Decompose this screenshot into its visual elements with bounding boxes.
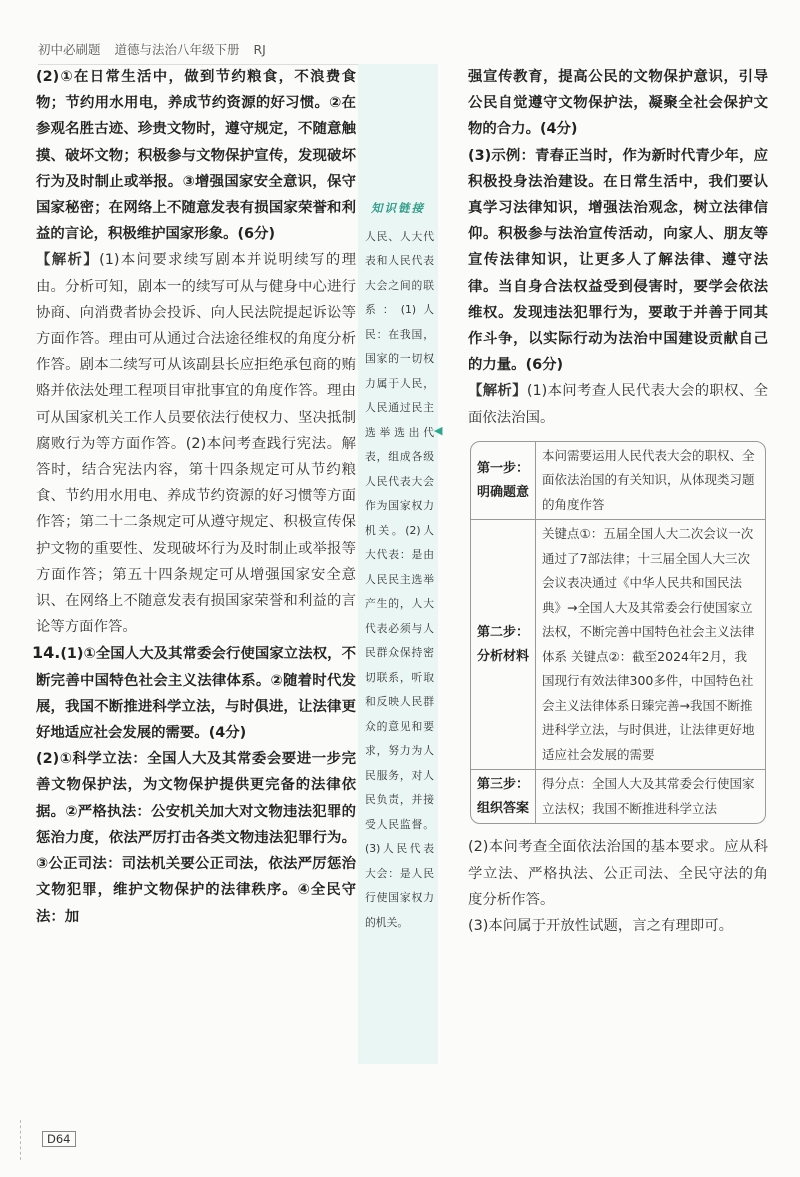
analysis-tag: 【解析】	[36, 252, 100, 269]
answer-14-2: (2)①科学立法：全国人大及其常委会要进一步完善文物保护法，为文物保护提供更完备的法律依据。②严格执法：公安机关加大对文物违法犯罪的惩治力度，依法严厉打击各类文物违法犯罪行为。③公正司法：司法机关要公正司法，依法严厉惩治文物犯罪，维护文物保护的法律秩序。④全民守法：加	[36, 751, 356, 925]
series-name: 初中必刷题	[38, 42, 101, 57]
knowledge-link-text: 人民、人大代表和人民代表大会之间的联系：(1)人民：在我国，国家的一切权力属于人民，人民通过民主选举选出代表，组成各级人民代表大会作为国家权力机关。(2)人大代表：是由人民民主选举产生的，人大代表必须与人民群众保持密切联系，听取和反映人民群众的意见和要求，努力为人民服务，对人民负责，并接受人民监督。(3)人民代表大会：是人民行使国家权力的机关。	[365, 229, 434, 929]
left-column	[32, 64, 356, 930]
analysis-tag: 【解析】	[468, 383, 527, 400]
analysis-text: (1)本问要求续写剧本并说明续写的理由。分析可知，剧本一的续写可从与健身中心进行协商、向消费者协会投诉、向人民法院提起诉讼等方面作答。理由可从通过合法途径维权的角度分析作答。剧本二续写可从该副县长应拒绝承包商的贿赂并依法处理工程项目审批事宜的角度作答。理由可从国家机关工作人员要依法行使权力、坚决抵制腐败行为等方面作答。(2)本问考查践行宪法。解答时，结合宪法内容，第十四条规定可从节约粮食、节约用水用电、养成节约资源的好习惯等方面作答；第二十二条规定可从遵守规定、积极宣传保护文物的重要性、发现破坏行为及时制止或举报等方面作答；第五十四条规定可从增强国家安全意识、在网络上不随意发表有损国家荣誉和利益的言论等方面作答。	[36, 252, 356, 636]
pointer-arrow-icon: ◀	[434, 424, 443, 437]
step-label: 第一步：明确题意	[471, 442, 536, 520]
table-row	[471, 770, 765, 823]
knowledge-link-title: 知识链接	[371, 201, 425, 215]
step-label: 第三步：组织答案	[471, 770, 536, 823]
analysis-14-2: (2)本问考查全面依法治国的基本要求。应从科学立法、严格执法、公正司法、全民守法的角度分析作答。	[468, 839, 768, 908]
answer-14-2-cont: 强宣传教育，提高公民的文物保护意识，引导公民自觉遵守文物保护法，凝聚全社会保护文物的合力。(4分)	[468, 69, 768, 138]
step-content: 关键点①：五届全国人大二次会议一次通过了7部法律；十三届全国人大三次会议表决通过《中华人民共和国民法典》→全国人大及其常委会行使国家立法权，不断完善中国特色社会主义法律体系 关键点②：截至2024年2月，我国现行有效法律300多件，中国特色社会主义法律体系日臻完善→我国不断推进科学立法，与时俱进，让法律更好地适应社会发展的需要	[542, 526, 755, 762]
analysis-text: (1)本问考查人民代表大会的职权、全面依法治国。	[468, 383, 768, 426]
page-number: D64	[42, 1131, 76, 1147]
step-content: 本问需要运用人民代表大会的职权、全面依法治国的有关知识，从体现类习题的角度作答	[542, 447, 755, 512]
step-label: 第二步：分析材料	[471, 520, 536, 769]
page-header	[38, 40, 368, 65]
analysis-14	[468, 378, 768, 430]
knowledge-link-sidebar	[358, 64, 443, 1064]
answer-14-1-text: (1)①全国人大及其常委会行使国家立法权，不断完善中国特色社会主义法律体系。②随着时代发展，我国不断推进科学立法，与时俱进，让法律更好地适应社会发展的需要。(4分)	[36, 646, 356, 742]
question-number: 14.	[32, 643, 61, 663]
edition-label: RJ	[253, 42, 266, 57]
answer-14-3: (3)示例：青春正当时，作为新时代青少年，应积极投身法治建设。在日常生活中，我们要认真学习法律知识，增强法治观念，树立法律信仰。积极参与法治宣传活动，向家人、朋友等宣传法律知识，让更多人了解法律、遵守法律。当自身合法权益受到侵害时，要学会依法维权。发现违法犯罪行为，要敢于并善于同其作斗争，以实际行动为法治中国建设贡献自己的力量。(6分)	[468, 147, 768, 374]
analysis-steps-table	[470, 441, 766, 825]
analysis-13	[36, 247, 356, 640]
table-row	[471, 520, 765, 770]
answer-14-1	[32, 640, 356, 746]
step-content: 得分点：全国人大及其常委会行使国家立法权；我国不断推进科学立法	[542, 776, 755, 816]
table-row	[471, 442, 765, 521]
analysis-14-3: (3)本问属于开放性试题，言之有理即可。	[468, 917, 734, 934]
right-column	[468, 64, 768, 939]
answer-13-2: (2)①在日常生活中，做到节约粮食，不浪费食物；节约用水用电，养成节约资源的好习惯。②在参观名胜古迹、珍贵文物时，遵守规定，不随意触摸、破坏文物；积极参与文物保护宣传，发现破坏行为及时制止或举报。③增强国家安全意识，保守国家秘密；在网络上不随意发表有损国家荣誉和利益的言论，积极维护国家形象。(6分)	[36, 69, 356, 243]
subject-name: 道德与法治八年级下册	[114, 42, 240, 57]
